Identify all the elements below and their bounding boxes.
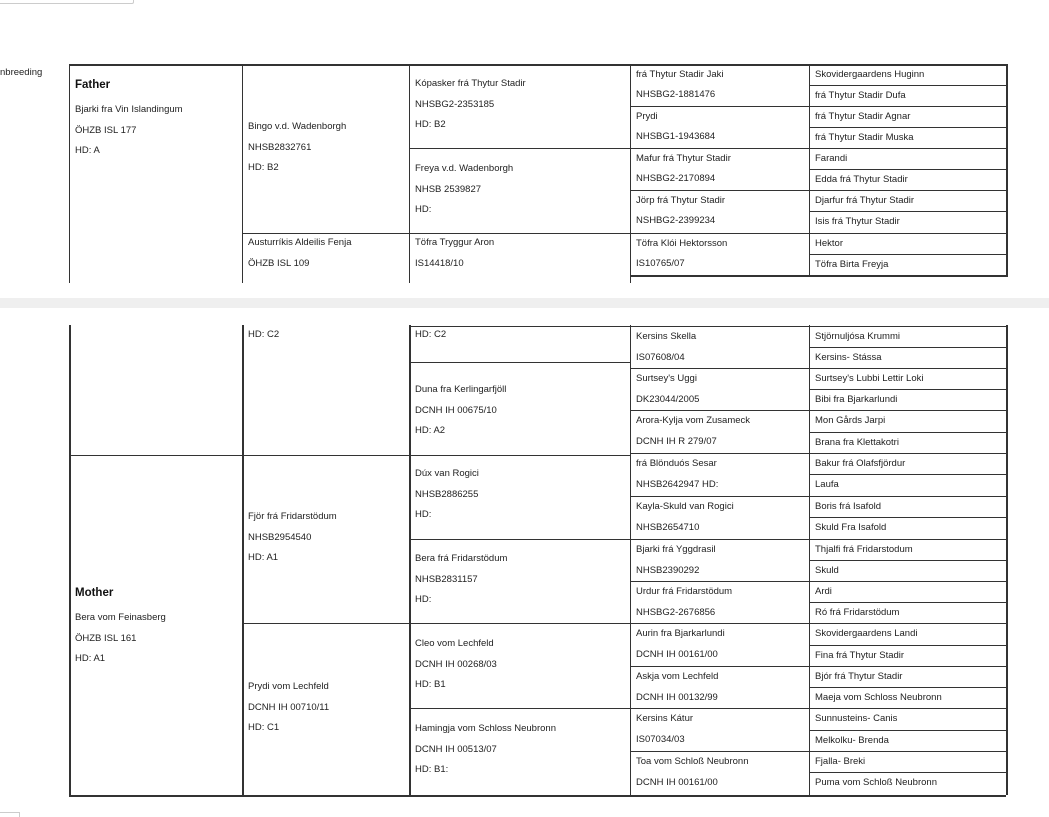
grid-line (630, 64, 631, 283)
gen4-name: Jörp frá Thytur Stadir (636, 195, 726, 206)
gen5-cell: Fina frá Thytur Stadir (815, 650, 905, 661)
gen4-name: Kayla-Skuld van Rogici (636, 501, 734, 512)
gen4-reg: NHSB2642947 HD: (636, 479, 719, 490)
gen3-cell (415, 549, 507, 611)
gen3-cell (415, 233, 494, 274)
gen5-cell: Ardi (815, 586, 832, 597)
gen4-reg: NSHBG2-2399234 (636, 215, 716, 226)
mother-sire-cell-line: NHSB2954540 (248, 531, 312, 543)
mother-cell-line: Bera vom Feinasberg (75, 612, 166, 623)
father-sire-cell (248, 117, 346, 179)
gen3-cell-line: HD: (415, 594, 432, 605)
mother-cell (75, 582, 166, 670)
gen4-reg: DK23044/2005 (636, 394, 700, 405)
gen4-reg: DCNH IH 00132/99 (636, 692, 718, 703)
gen3-cell-line: NHSB2831157 (415, 573, 478, 585)
gen3-cell-line: Dúx van Rogici (415, 468, 479, 479)
grid-line (630, 325, 631, 795)
gen3-cell-line: HD: (415, 204, 432, 215)
gen5-cell: Thjalfi frá Fridarstodum (815, 544, 913, 555)
gen5-cell: Mon Gårds Jarpi (815, 415, 886, 426)
mother-dam-cell-line: Prydi vom Lechfeld (248, 681, 329, 692)
gen5-cell: Skovidergaardens Landi (815, 628, 918, 639)
father-cell-title: Father (75, 79, 111, 91)
gen3-cell-line: DCNH IH 00675/10 (415, 404, 497, 416)
gen5-cell: Melkolku- Brenda (815, 735, 889, 746)
gen3-cell-line: HD: B1: (415, 764, 449, 775)
gen3-cell-line: Hamingja vom Schloss Neubronn (415, 723, 556, 734)
gen3-cell-line: DCNH IH 00513/07 (415, 743, 497, 755)
gen3-cell-line: NHSB2886255 (415, 488, 479, 500)
grid-line (242, 64, 243, 283)
gen5-cell: frá Thytur Stadir Agnar (815, 111, 911, 122)
grid-line (69, 795, 1006, 797)
gen4-name: Töfra Klói Hektorsson (636, 238, 728, 249)
gen3-cell-line: Duna fra Kerlingarfjöll (415, 384, 507, 395)
gen4-name: Mafur frá Thytur Stadir (636, 153, 731, 164)
gen4-reg: NHSBG2-2676856 (636, 607, 716, 618)
gen5-cell: Bibi fra Bjarkarlundi (815, 394, 898, 405)
gen5-cell: frá Thytur Stadir Dufa (815, 90, 906, 101)
father-sire-cell-line: HD: B2 (248, 162, 279, 173)
gen4-reg: NHSB2654710 (636, 522, 700, 533)
gen4-reg: NHSBG2-2170894 (636, 173, 716, 184)
gen3-cell-line: IS14418/10 (415, 257, 464, 269)
grid-line (409, 708, 630, 709)
father-dam-cell-line: Austurríkis Aldeilis Fenja (248, 237, 352, 248)
gen5-cell: Laufa (815, 479, 839, 490)
grid-line (69, 64, 70, 283)
gen4-name: Surtsey's Uggi (636, 373, 697, 384)
gen4-name: Toa vom Schloß Neubronn (636, 756, 749, 767)
gen4-reg: DCNH IH 00161/00 (636, 777, 718, 788)
mother-cell-line: ÖHZB ISL 161 (75, 632, 137, 644)
gen4-name: Urdur frá Fridarstödum (636, 586, 733, 597)
gen5-cell: Brana fra Klettakotri (815, 437, 899, 448)
father-dam-cont-line: HD: C2 (248, 329, 280, 340)
father-cell (75, 74, 183, 162)
gen3-cell-line: Bera frá Fridarstödum (415, 553, 508, 564)
grid-line (809, 275, 1006, 277)
mother-sire-cell-line: HD: A1 (248, 552, 279, 563)
father-dam-cont (248, 325, 279, 346)
gen4-name: Kersins Skella (636, 331, 697, 342)
gen3-cell-line: Freya v.d. Wadenborgh (415, 163, 514, 174)
grid-line (242, 623, 630, 624)
gen5-cell: Bakur frá Olafsfjördur (815, 458, 906, 469)
gen5-cell: Ró frá Fridarstödum (815, 607, 900, 618)
father-cell-line: ÖHZB ISL 177 (75, 124, 137, 136)
gen4-reg: NHSBG2-1881476 (636, 89, 716, 100)
gen5-cell: Maeja vom Schloss Neubronn (815, 692, 942, 703)
gen3-cont-line: HD: C2 (415, 329, 447, 340)
gen4-reg: DCNH IH R 279/07 (636, 436, 717, 447)
mother-sire-cell-line: Fjör frá Fridarstödum (248, 511, 337, 522)
gen5-cell: Skuld Fra Isafold (815, 522, 887, 533)
father-dam-cell-line: ÖHZB ISL 109 (248, 257, 310, 269)
grid-line (409, 64, 410, 283)
grid-line (409, 148, 630, 149)
gen5-cell: Skovidergaardens Huginn (815, 69, 925, 80)
gen5-cell: Puma vom Schloß Neubronn (815, 777, 937, 788)
mother-dam-cell-line: HD: C1 (248, 722, 280, 733)
gen3-cell-line: HD: (415, 509, 432, 520)
gen4-reg: NHSBG1-1943684 (636, 131, 716, 142)
gen5-cell: Farandi (815, 153, 848, 164)
mother-cell-title: Mother (75, 587, 114, 599)
gen5-cell: Töfra Birta Freyja (815, 259, 889, 270)
grid-line (409, 362, 630, 363)
grid-line (69, 325, 71, 795)
gen3-cell (415, 74, 526, 136)
mother-dam-cell (248, 677, 329, 739)
gen4-name: frá Thytur Stadir Jaki (636, 69, 724, 80)
grid-line (69, 455, 630, 456)
gen5-cell: Edda frá Thytur Stadir (815, 174, 908, 185)
grid-line (1006, 325, 1008, 795)
gen4-reg: NHSB2390292 (636, 565, 700, 576)
gen5-cell: Fjalla- Breki (815, 756, 866, 767)
grid-line (242, 325, 244, 795)
gen4-name: Arora-Kylja vom Zusameck (636, 415, 751, 426)
gen5-cell: Kersins- Stássa (815, 352, 882, 363)
inbreeding-label: nbreeding (0, 67, 43, 78)
gen3-cell-line: DCNH IH 00268/03 (415, 658, 497, 670)
gen5-cell: Hektor (815, 238, 843, 249)
gen3-cell-line: Cleo vom Lechfeld (415, 638, 494, 649)
gen3-cell-line: Töfra Tryggur Aron (415, 237, 495, 248)
gen5-cell: frá Thytur Stadir Muska (815, 132, 914, 143)
gen4-reg: DCNH IH 00161/00 (636, 649, 718, 660)
father-cell-line: HD: A (75, 145, 100, 156)
father-cell-line: Bjarki fra Vin Islandingum (75, 104, 183, 115)
gen5-cell: Stjörnuljósa Krummi (815, 331, 900, 342)
gen5-cell: Surtsey's Lubbi Lettir Loki (815, 373, 924, 384)
gen3-cell-line: HD: A2 (415, 425, 446, 436)
father-sire-cell-line: NHSB2832761 (248, 141, 312, 153)
gen3-cell (415, 634, 497, 696)
gen3-cell-line: NHSBG2-2353185 (415, 98, 495, 110)
gen3-cell-line: NHSB 2539827 (415, 183, 482, 195)
gen3-cell-line: HD: B2 (415, 119, 446, 130)
grid-line (809, 581, 1006, 582)
gen4-name: Prydi (636, 111, 658, 122)
gen4-name: Aurin fra Bjarkarlundi (636, 628, 725, 639)
mother-cell-line: HD: A1 (75, 653, 106, 664)
gen3-cont (415, 325, 446, 346)
gen3-cell-line: Kópasker frá Thytur Stadir (415, 78, 526, 89)
gen5-cell: Isis frá Thytur Stadir (815, 216, 900, 227)
father-sire-cell-line: Bingo v.d. Wadenborgh (248, 121, 347, 132)
gen4-name: frá Blönduós Sesar (636, 458, 717, 469)
father-dam-cell (248, 233, 351, 274)
gen3-cell-line: HD: B1 (415, 679, 446, 690)
mother-sire-cell (248, 507, 337, 569)
gen5-cell: Skuld (815, 565, 839, 576)
gen3-cell (415, 159, 513, 221)
gen4-reg: IS10765/07 (636, 258, 685, 269)
mother-dam-cell-line: DCNH IH 00710/11 (248, 701, 330, 713)
gen3-cell (415, 464, 479, 526)
gen3-cell (415, 719, 556, 781)
grid-line (409, 325, 411, 795)
gen5-cell: Boris frá Isafold (815, 501, 881, 512)
gen5-cell: Sunnusteins- Canis (815, 713, 898, 724)
grid-line (409, 539, 630, 540)
gen4-name: Kersins Kátur (636, 713, 694, 724)
gen5-cell: Djarfur frá Thytur Stadir (815, 195, 915, 206)
gen5-cell: Bjór frá Thytur Stadir (815, 671, 903, 682)
gen4-reg: IS07608/04 (636, 352, 685, 363)
gen4-reg: IS07034/03 (636, 734, 685, 745)
grid-line (630, 275, 809, 277)
grid-line (1006, 64, 1008, 277)
gen4-name: Askja vom Lechfeld (636, 671, 719, 682)
gen3-cell (415, 380, 506, 442)
gen4-name: Bjarki frá Yggdrasil (636, 544, 716, 555)
